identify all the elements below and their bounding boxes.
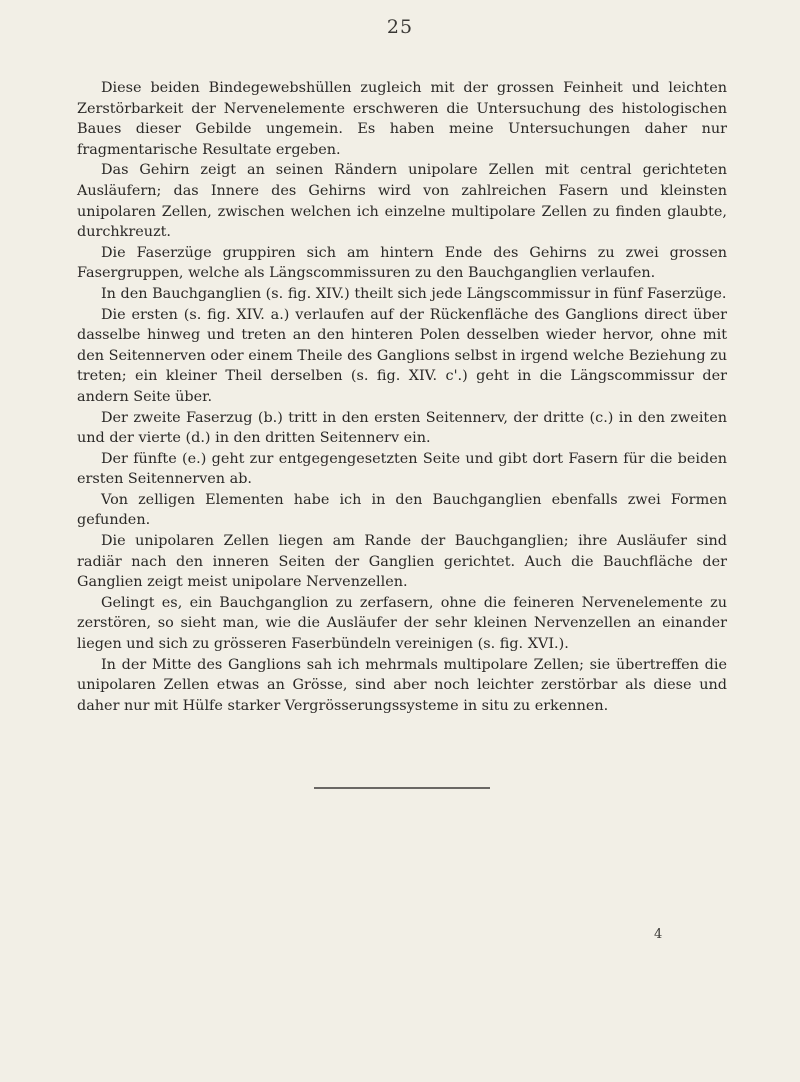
section-separator xyxy=(314,787,490,789)
paragraph: Das Gehirn zeigt an seinen Rändern unipolare Zellen mit central gerichteten Ausläufern; das Innere des Gehirns wird von zahlreichen Fasern und kleinsten unipolaren Zellen, zwischen welchen ich einzelne multipolare Zellen zu finden glaubte, durchkreuzt. xyxy=(77,162,727,241)
paragraph: Die unipolaren Zellen liegen am Rande der Bauchganglien; ihre Ausläufer sind radiär nach den inneren Seiten der Ganglien gerichtet. Auch die Bauchfläche der Ganglien zeigt meist unipolare Nervenzellen. xyxy=(77,533,727,591)
paragraph: Diese beiden Bindegewebshüllen zugleich mit der grossen Feinheit und leichten Zerstörbarkeit der Nervenelemente erschweren die Untersuchung des histologischen Baues dieser Gebilde ungemein. Es haben meine Untersuchungen daher nur fragmentarische Resultate ergeben. xyxy=(77,80,727,158)
paragraph: In den Bauchganglien (s. fig. XIV.) theilt sich jede Längscommissur in fünf Faserzüge. xyxy=(101,285,727,302)
text-body xyxy=(77,78,727,716)
paragraph: Der fünfte (e.) geht zur entgegengesetzten Seite und gibt dort Fasern für die beiden ersten Seitennerven ab. xyxy=(77,450,727,488)
paragraph: Die Faserzüge gruppiren sich am hintern Ende des Gehirns zu zwei grossen Fasergruppen, welche als Längscommissuren zu den Bauchganglien verlaufen. xyxy=(77,244,727,282)
paragraph: In der Mitte des Ganglions sah ich mehrmals multipolare Zellen; sie übertreffen die unipolaren Zellen etwas an Grösse, sind aber noch leichter zerstörbar als diese und daher nur mit Hülfe starker Vergrösserungssysteme in situ zu erkennen. xyxy=(77,656,727,714)
page-number: 25 xyxy=(386,16,414,38)
paragraph: Der zweite Faserzug (b.) tritt in den ersten Seitennerv, der dritte (c.) in den zweiten und der vierte (d.) in den dritten Seitennerv ein. xyxy=(77,409,727,447)
paragraph: Von zelligen Elementen habe ich in den Bauchganglien ebenfalls zwei Formen gefunden. xyxy=(77,491,727,529)
signature-mark: 4 xyxy=(654,927,663,942)
paragraph: Gelingt es, ein Bauchganglion zu zerfasern, ohne die feineren Nervenelemente zu zerstören, so sieht man, wie die Ausläufer der sehr kleinen Nervenzellen an einander liegen und sich zu grösseren Faserbündeln vereinigen (s. fig. XVI.). xyxy=(77,594,727,653)
paragraph: Die ersten (s. fig. XIV. a.) verlaufen auf der Rückenfläche des Ganglions direct über dasselbe hinweg und treten an den hinteren Polen desselben wieder hervor, ohne mit den Seitennerven oder einem Theile des Ganglions selbst in irgend welche Beziehung zu treten; ein kleiner Theil derselben (s. fig. XIV. c'.) geht in die Längscommissur der andern Seite über. xyxy=(77,306,727,405)
